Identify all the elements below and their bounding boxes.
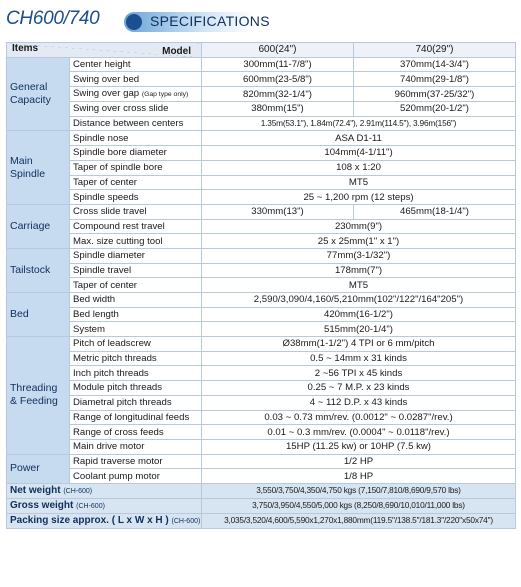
shared-value: 108 x 1:20 [202,160,516,175]
spec-row [7,322,516,337]
feature-label: Pitch of leadscrew [73,338,151,350]
spec-row [7,234,516,249]
shared-value: 1/2 HP [202,454,516,469]
spec-row [7,439,516,454]
shared-value: 0.03 ~ 0.73 mm/rev. (0.0012" ~ 0.0287"/rev.) [202,410,516,425]
group-label: Main Spindle [7,131,70,204]
spec-row [7,351,516,366]
value-740: 520mm(20-1/2") [354,102,516,117]
shared-value: 515mm(20-1/4") [202,322,516,337]
footer-row [7,483,516,498]
feature-cell [70,293,202,308]
feature-label: Cross slide travel [73,206,147,218]
feature-cell [70,190,202,205]
footer-value: 3,550/3,750/4,350/4,750 kgs (7,150/7,810/8,690/9,570 lbs) [202,483,516,498]
spec-row [7,293,516,308]
model-600-header: 600(24") [202,43,354,58]
corner-cell [7,43,202,58]
footer-note: (CH-600) [76,502,105,510]
section-banner [124,12,270,32]
feature-label: Rapid traverse motor [73,455,163,467]
feature-label: Main drive motor [73,441,145,453]
value-600: 300mm(11-7/8") [202,57,354,72]
feature-label: Spindle speeds [73,191,139,203]
feature-cell [70,351,202,366]
spec-row [7,102,516,117]
spec-row [7,204,516,219]
footer-label: Net weight [10,484,61,496]
feature-cell [70,337,202,352]
feature-label: Swing over cross slide [73,103,169,115]
feature-cell [70,175,202,190]
feature-cell [70,454,202,469]
spec-row [7,87,516,102]
feature-cell [70,160,202,175]
value-740: 465mm(18-1/4") [354,204,516,219]
group-label: Bed [7,293,70,337]
spec-row [7,395,516,410]
shared-value: MT5 [202,278,516,293]
shared-value: MT5 [202,175,516,190]
feature-cell [70,146,202,161]
feature-cell [70,439,202,454]
footer-label: Gross weight [10,499,74,511]
feature-label: Metric pitch threads [73,353,157,365]
feature-cell [70,366,202,381]
feature-cell [70,278,202,293]
footer-note: (CH-600) [171,517,201,525]
value-600: 380mm(15") [202,102,354,117]
feature-cell [70,425,202,440]
feature-label: Bed width [73,294,116,306]
feature-label: Compound rest travel [73,220,165,232]
footer-label-cell [7,498,202,513]
footer-row [7,513,516,528]
shared-value: 15HP (11.25 kw) or 10HP (7.5 kw) [202,439,516,454]
feature-label: Distance between centers [73,118,184,130]
shared-value: 178mm(7") [202,263,516,278]
spec-row [7,410,516,425]
feature-label: Coolant pump motor [73,470,160,482]
spec-row [7,307,516,322]
shared-value: 1/8 HP [202,469,516,484]
footer-note: (CH-600) [63,487,93,495]
group-label: General Capacity [7,57,70,131]
feature-cell [70,307,202,322]
model-740-header: 740(29") [354,43,516,58]
spec-row [7,454,516,469]
feature-label: Diametral pitch threads [73,397,172,409]
spec-row [7,160,516,175]
feature-cell [70,116,202,131]
shared-value: 2 ~56 TPI x 45 kinds [202,366,516,381]
feature-cell [70,219,202,234]
value-600: 820mm(32-1/4") [202,87,354,102]
feature-label: System [73,323,105,335]
feature-label: Taper of spindle bore [73,162,163,174]
feature-label: Center height [73,59,131,71]
feature-cell [70,87,202,102]
value-740: 370mm(14-3/4") [354,57,516,72]
spec-row [7,57,516,72]
value-740: 740mm(29-1/8") [354,72,516,87]
section-title: SPECIFICATIONS [150,13,270,29]
feature-cell [70,234,202,249]
spec-row [7,175,516,190]
footer-label-cell [7,483,202,498]
feature-label: Spindle travel [73,264,132,276]
feature-cell [70,469,202,484]
model-header-label: Model [162,46,191,57]
footer-label-cell [7,513,202,528]
shared-value: 77mm(3-1/32") [202,248,516,263]
spec-row [7,131,516,146]
shared-value: 0.5 ~ 14mm x 31 kinds [202,351,516,366]
group-label: Power [7,454,70,483]
shared-value: Ø38mm(1-1/2") 4 TPI or 6 mm/pitch [202,337,516,352]
value-740: 960mm(37-25/32") [354,87,516,102]
specifications-table [6,42,516,529]
feature-cell [70,57,202,72]
shared-value: ASA D1-11 [202,131,516,146]
feature-cell [70,263,202,278]
spec-row [7,425,516,440]
feature-label: Module pitch threads [73,382,163,394]
feature-label: Taper of center [73,176,137,188]
spec-row [7,248,516,263]
bullet-icon [126,14,142,30]
feature-label: Swing over bed [73,73,140,85]
value-600: 330mm(13") [202,204,354,219]
spec-row [7,219,516,234]
feature-label: Inch pitch threads [73,367,149,379]
group-label: Threading & Feeding [7,337,70,455]
shared-value: 4 ~ 112 D.P. x 43 kinds [202,395,516,410]
footer-value: 3,035/3,520/4,600/5,590x1,270x1,880mm(119.5"/138.5"/181.3"/220"x50x74") [202,513,516,528]
shared-value: 230mm(9") [202,219,516,234]
spec-row [7,263,516,278]
shared-value: 0.25 ~ 7 M.P. x 23 kinds [202,381,516,396]
feature-note: (Gap type only) [141,91,189,99]
spec-row [7,366,516,381]
feature-cell [70,102,202,117]
footer-value: 3,750/3,950/4,550/5,000 kgs (8,250/8,690/10,010/11,000 lbs) [202,498,516,513]
feature-cell [70,381,202,396]
feature-cell [70,131,202,146]
spec-row [7,116,516,131]
shared-value: 25 x 25mm(1" x 1") [202,234,516,249]
feature-label: Spindle nose [73,132,129,144]
items-header-label: Items [12,42,39,54]
spec-row [7,278,516,293]
shared-value: 25 ~ 1,200 rpm (12 steps) [202,190,516,205]
spec-row [7,381,516,396]
footer-label: Packing size approx. ( L x W x H ) [10,514,169,526]
value-600: 600mm(23-5/8") [202,72,354,87]
feature-label: Spindle bore diameter [73,147,167,159]
spec-row [7,72,516,87]
shared-value: 1.35m(53.1"), 1.84m(72.4"), 2.91m(114.5"), 3.96m(156") [202,116,516,131]
group-label: Carriage [7,204,70,248]
feature-label: Range of longitudinal feeds [73,411,190,423]
feature-label: Range of cross feeds [73,426,164,438]
spec-row [7,146,516,161]
page-header [6,6,515,34]
feature-label: Taper of center [73,279,137,291]
shared-value: 0.01 ~ 0.3 mm/rev. (0.0004" ~ 0.0118"/rev.) [202,425,516,440]
shared-value: 420mm(16-1/2") [202,307,516,322]
spec-row [7,337,516,352]
footer-row [7,498,516,513]
feature-cell [70,410,202,425]
feature-cell [70,322,202,337]
model-title: CH600/740 [6,8,100,29]
table-header-row [7,43,516,58]
shared-value: 104mm(4-1/11") [202,146,516,161]
shared-value: 2,590/3,090/4,160/5,210mm(102"/122"/164"205") [202,293,516,308]
feature-label: Swing over gap [73,88,140,100]
feature-cell [70,248,202,263]
feature-label: Max. size cutting tool [73,235,163,247]
group-label: Tailstock [7,248,70,292]
feature-cell [70,204,202,219]
feature-cell [70,395,202,410]
feature-label: Bed length [73,309,119,321]
feature-label: Spindle diameter [73,250,145,262]
feature-cell [70,72,202,87]
spec-row [7,469,516,484]
spec-row [7,190,516,205]
